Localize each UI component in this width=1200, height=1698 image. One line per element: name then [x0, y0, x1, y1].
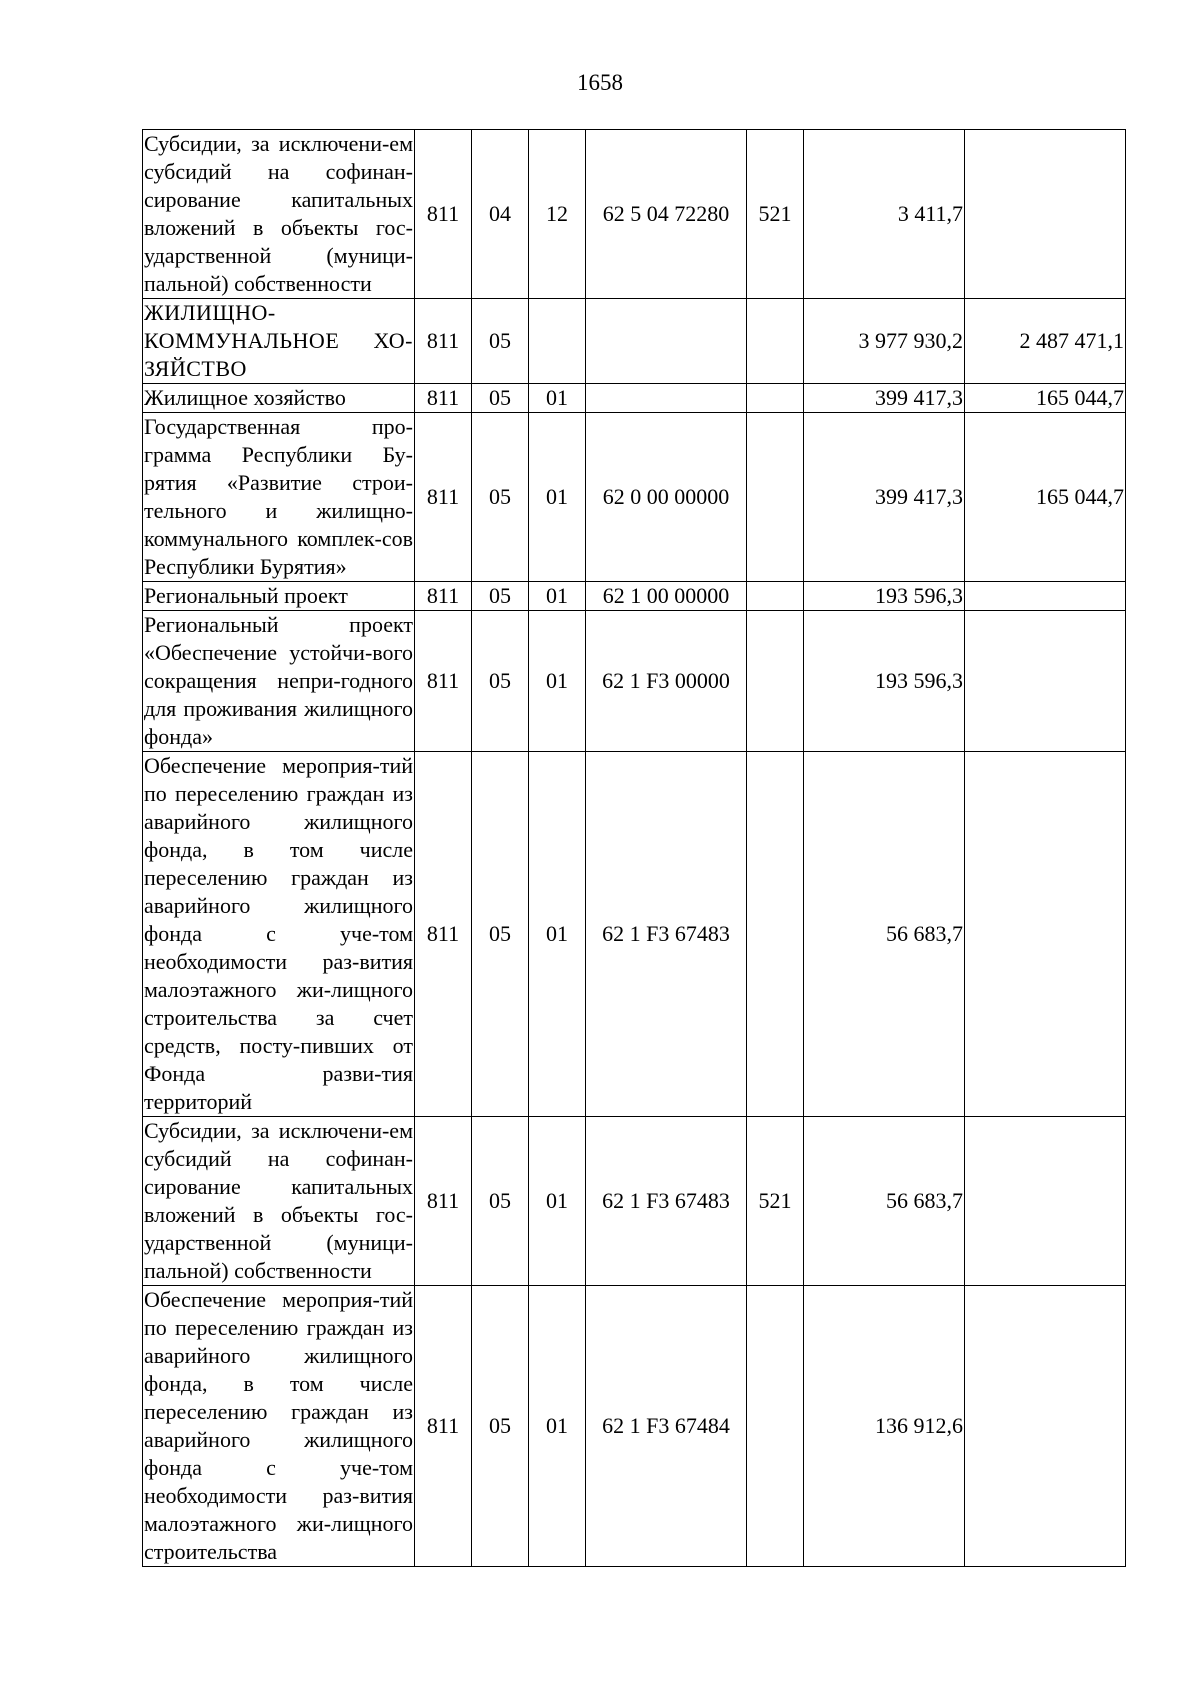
cell-csr: 62 1 F3 00000 — [586, 611, 747, 752]
cell-rz: 04 — [472, 130, 529, 299]
cell-pr: 12 — [529, 130, 586, 299]
cell-ved: 811 — [415, 611, 472, 752]
cell-name: Обеспечение мероприя-тий по переселению граждан из аварийного жилищного фонда, в том числе переселению граждан из аварийного жилищного фонда с уче-том необходимости раз-вития малоэтажного жи-лищного строительства — [143, 1286, 415, 1567]
cell-sum-2 — [965, 582, 1126, 611]
cell-sum-1: 399 417,3 — [804, 413, 965, 582]
cell-sum-1: 3 977 930,2 — [804, 299, 965, 384]
cell-csr: 62 1 00 00000 — [586, 582, 747, 611]
cell-csr — [586, 384, 747, 413]
cell-sum-2 — [965, 611, 1126, 752]
cell-sum-2 — [965, 1286, 1126, 1567]
cell-ved: 811 — [415, 130, 472, 299]
cell-csr: 62 1 F3 67484 — [586, 1286, 747, 1567]
cell-pr: 01 — [529, 1286, 586, 1567]
cell-sum-1: 193 596,3 — [804, 611, 965, 752]
table-row — [143, 130, 1126, 299]
cell-ved: 811 — [415, 1286, 472, 1567]
cell-csr: 62 0 00 00000 — [586, 413, 747, 582]
cell-pr: 01 — [529, 611, 586, 752]
table-row — [143, 582, 1126, 611]
cell-sum-2 — [965, 1117, 1126, 1286]
cell-rz: 05 — [472, 413, 529, 582]
cell-csr: 62 5 04 72280 — [586, 130, 747, 299]
cell-ved: 811 — [415, 413, 472, 582]
cell-vr: 521 — [747, 130, 804, 299]
cell-sum-1: 136 912,6 — [804, 1286, 965, 1567]
cell-sum-2 — [965, 752, 1126, 1117]
table-row — [143, 752, 1126, 1117]
cell-name: Субсидии, за исключени-ем субсидий на софинан-сирование капитальных вложений в объекты гос-ударственной (муници-пальной) собственности — [143, 130, 415, 299]
cell-vr — [747, 299, 804, 384]
cell-sum-2: 2 487 471,1 — [965, 299, 1126, 384]
cell-name: ЖИЛИЩНО-КОММУНАЛЬНОЕ ХО-ЗЯЙСТВО — [143, 299, 415, 384]
cell-sum-1: 193 596,3 — [804, 582, 965, 611]
cell-sum-1: 56 683,7 — [804, 1117, 965, 1286]
cell-rz: 05 — [472, 752, 529, 1117]
table-row — [143, 611, 1126, 752]
cell-rz: 05 — [472, 582, 529, 611]
cell-sum-2 — [965, 130, 1126, 299]
cell-name: Государственная про-грамма Республики Бу-рятия «Развитие строи-тельного и жилищно-коммунального комплек-сов Республики Бурятия» — [143, 413, 415, 582]
cell-sum-1: 56 683,7 — [804, 752, 965, 1117]
budget-table — [142, 129, 1126, 1567]
cell-name: Региональный проект «Обеспечение устойчи-вого сокращения непри-годного для проживания жилищного фонда» — [143, 611, 415, 752]
table-row — [143, 1286, 1126, 1567]
table-row — [143, 1117, 1126, 1286]
cell-vr — [747, 413, 804, 582]
cell-pr: 01 — [529, 413, 586, 582]
cell-ved: 811 — [415, 582, 472, 611]
table-row — [143, 384, 1126, 413]
cell-sum-1: 399 417,3 — [804, 384, 965, 413]
cell-pr: 01 — [529, 582, 586, 611]
cell-name: Обеспечение мероприя-тий по переселению граждан из аварийного жилищного фонда, в том числе переселению граждан из аварийного жилищного фонда с уче-том необходимости раз-вития малоэтажного жи-лищного строительства за счет средств, посту-пивших от Фонда разви-тия территорий — [143, 752, 415, 1117]
cell-pr: 01 — [529, 384, 586, 413]
cell-csr — [586, 299, 747, 384]
cell-csr: 62 1 F3 67483 — [586, 1117, 747, 1286]
cell-ved: 811 — [415, 384, 472, 413]
cell-vr: 521 — [747, 1117, 804, 1286]
cell-vr — [747, 582, 804, 611]
cell-pr: 01 — [529, 1117, 586, 1286]
cell-ved: 811 — [415, 299, 472, 384]
cell-sum-1: 3 411,7 — [804, 130, 965, 299]
cell-name: Жилищное хозяйство — [143, 384, 415, 413]
table-row — [143, 299, 1126, 384]
cell-rz: 05 — [472, 611, 529, 752]
cell-vr — [747, 1286, 804, 1567]
page-number: 1658 — [577, 70, 623, 95]
cell-ved: 811 — [415, 1117, 472, 1286]
cell-rz: 05 — [472, 299, 529, 384]
cell-pr — [529, 299, 586, 384]
cell-vr — [747, 611, 804, 752]
cell-vr — [747, 752, 804, 1117]
cell-sum-2: 165 044,7 — [965, 413, 1126, 582]
cell-rz: 05 — [472, 384, 529, 413]
cell-sum-2: 165 044,7 — [965, 384, 1126, 413]
cell-ved: 811 — [415, 752, 472, 1117]
cell-pr: 01 — [529, 752, 586, 1117]
cell-name: Субсидии, за исключени-ем субсидий на софинан-сирование капитальных вложений в объекты гос-ударственной (муници-пальной) собственности — [143, 1117, 415, 1286]
table-body — [143, 130, 1126, 1567]
cell-rz: 05 — [472, 1286, 529, 1567]
cell-csr: 62 1 F3 67483 — [586, 752, 747, 1117]
cell-vr — [747, 384, 804, 413]
table-row — [143, 413, 1126, 582]
cell-name: Региональный проект — [143, 582, 415, 611]
cell-rz: 05 — [472, 1117, 529, 1286]
